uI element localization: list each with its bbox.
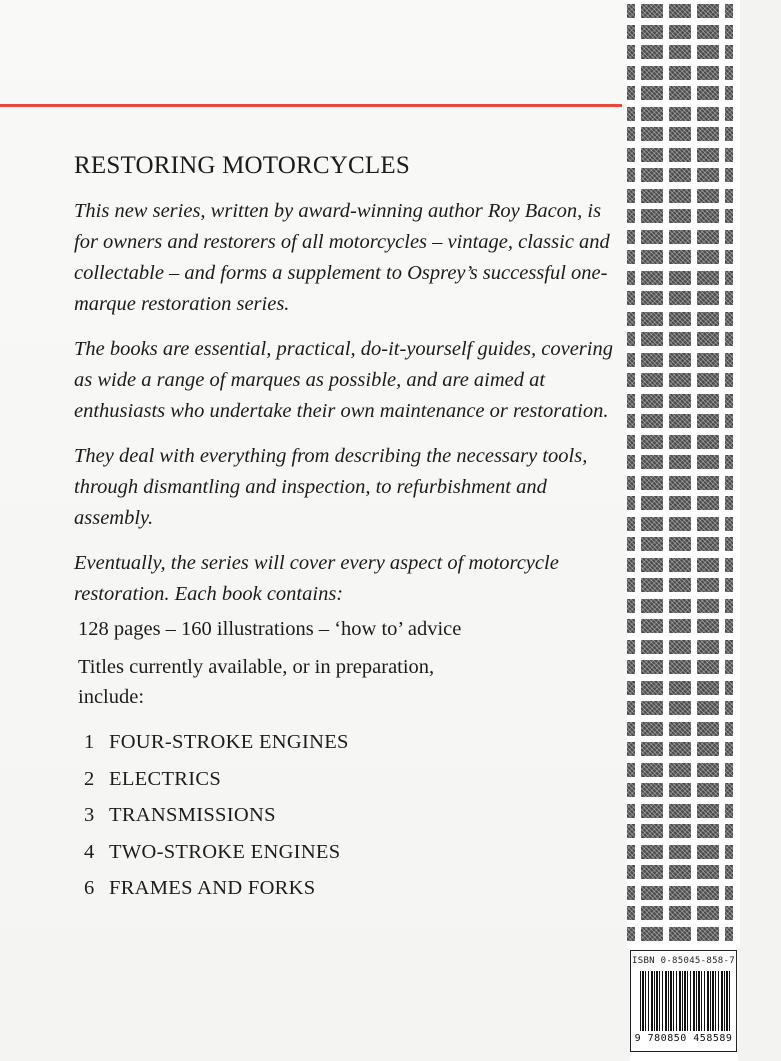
spine-box [697,414,719,428]
spine-box [669,86,691,100]
spine-box [627,619,635,633]
spine-box [725,435,733,449]
spine-box [697,476,719,490]
spine-box [627,332,635,346]
spine-box [669,496,691,510]
spine-box [669,373,691,387]
spine-box [669,517,691,531]
spine-box [725,701,733,715]
spine-box [641,353,663,367]
spine-box [627,127,635,141]
spine-box [641,168,663,182]
spine-box [627,804,635,818]
spine-box [627,4,635,18]
spine-box [641,640,663,654]
spine-box [641,537,663,551]
spine-box [669,209,691,223]
spine-box [641,455,663,469]
spine-box [641,312,663,326]
list-item: 4 TWO-STROKE ENGINES [84,840,341,863]
spine-box [641,804,663,818]
spine-box [697,496,719,510]
spine-box [725,455,733,469]
spine-box [627,209,635,223]
spine-box [641,496,663,510]
spine-box [669,414,691,428]
spine-box [697,619,719,633]
spine-box [641,763,663,777]
spine-box [725,906,733,920]
spine-box [725,148,733,162]
spine-box [627,394,635,408]
spine-box [725,332,733,346]
spine-box [725,783,733,797]
spine-box [697,599,719,613]
spine-box [641,127,663,141]
spine-box [627,824,635,838]
spine-box [669,66,691,80]
barcode-icon [640,971,730,1031]
spine-box [697,640,719,654]
spine-box [725,599,733,613]
spine-box [627,148,635,162]
spine-box [669,455,691,469]
series-title: RESTORING MOTORCYCLES [74,152,410,179]
spine-box [669,332,691,346]
spine-box [697,435,719,449]
spine-box [725,496,733,510]
spine-box [641,865,663,879]
spine-box [697,742,719,756]
spine-box [641,373,663,387]
blurb [74,152,614,907]
spine-box [725,394,733,408]
spine-box [627,271,635,285]
spine-box [669,599,691,613]
spine-box [725,353,733,367]
spine-box [627,373,635,387]
spine-box [641,681,663,695]
spine-box [669,476,691,490]
spine-box [697,906,719,920]
spine-box [641,291,663,305]
spine-box [669,619,691,633]
spine-box [669,394,691,408]
isbn-barcode [630,950,737,1052]
spine-box [669,927,691,941]
spine-box [697,209,719,223]
spine-box [725,517,733,531]
spine-box [725,271,733,285]
spine-box [641,476,663,490]
spine-box [641,619,663,633]
spine-box [641,414,663,428]
spine-box [697,927,719,941]
book-specs: 128 pages – 160 illustrations – ‘how to’ advice [78,618,462,640]
spine-box [697,845,719,859]
spine-box [641,927,663,941]
spine-box [627,496,635,510]
spine-box [697,660,719,674]
spine-box [725,476,733,490]
spine-box [697,394,719,408]
spine-box [725,640,733,654]
spine-box [627,230,635,244]
spine-box [669,886,691,900]
spine-box [627,25,635,39]
spine-box [669,45,691,59]
list-item: 2 ELECTRICS [84,767,222,790]
spine-box [641,4,663,18]
spine-box [627,742,635,756]
spine-grid-pattern [627,0,740,948]
spine-box [725,742,733,756]
spine-box [669,148,691,162]
spine-box [641,824,663,838]
list-item: 3 TRANSMISSIONS [84,804,276,826]
spine-box [669,4,691,18]
spine-box [641,250,663,264]
spine-box [627,435,635,449]
spine-box [669,353,691,367]
spine-box [725,312,733,326]
spine-box [669,435,691,449]
spine-box [641,845,663,859]
spine-box [725,619,733,633]
spine-box [641,271,663,285]
spine-box [669,312,691,326]
spine-box [669,660,691,674]
isbn-number: ISBN 0-85045-858-7 [632,956,735,966]
spine-box [725,824,733,838]
spine-box [725,230,733,244]
spine-box [725,107,733,121]
spine-box [641,599,663,613]
spine-box [697,865,719,879]
spine-box [725,86,733,100]
titles-list [84,724,614,907]
list-item: 1 FOUR-STROKE ENGINES [84,731,349,753]
spine-box [669,291,691,305]
spine-box [725,927,733,941]
titles-intro: Titles currently available, or in preparation, include: [78,656,435,708]
spine-box [627,558,635,572]
spine-box [627,578,635,592]
spine-box [697,148,719,162]
spine-box [669,578,691,592]
spine-box [725,804,733,818]
spine-box [725,127,733,141]
spine-box [669,271,691,285]
spine-box [697,722,719,736]
spine-box [627,906,635,920]
spine-box [725,558,733,572]
spine-box [641,189,663,203]
spine-box [627,455,635,469]
spine-box [641,332,663,346]
spine-box [627,517,635,531]
spine-box [725,763,733,777]
spine-box [627,701,635,715]
spine-box [641,209,663,223]
spine-box [725,578,733,592]
spine-box [627,291,635,305]
spine-box [641,517,663,531]
spine-box [627,414,635,428]
spine-box [627,660,635,674]
spine-box [641,742,663,756]
spine-box [669,845,691,859]
spine-box [697,127,719,141]
spine-box [641,435,663,449]
spine-box [627,886,635,900]
spine-box [627,312,635,326]
spine-box [669,804,691,818]
spine-box [725,660,733,674]
spine-box [627,865,635,879]
red-rule-left [0,104,622,107]
spine-box [697,373,719,387]
spine-box [669,230,691,244]
list-item: 6 FRAMES AND FORKS [84,877,316,899]
spine-box [627,476,635,490]
spine-box [641,148,663,162]
spine-box [627,189,635,203]
spine-box [725,209,733,223]
spine-box [725,250,733,264]
spine-box [697,332,719,346]
spine-box [641,578,663,592]
spine-box [627,168,635,182]
spine-box [697,681,719,695]
spine-box [627,86,635,100]
spine-box [669,681,691,695]
spine-box [641,722,663,736]
spine-box [725,168,733,182]
spine-box [669,189,691,203]
spine-box [627,599,635,613]
spine-box [697,107,719,121]
spine-box [697,353,719,367]
spine-box [697,783,719,797]
spine-box [725,681,733,695]
spine-box [697,189,719,203]
spine-box [669,722,691,736]
spine-box [697,271,719,285]
blurb-paragraph-1: This new series, written by award-winning author Roy Bacon, is for owners and restorers of all motorcycles – vintage, classic and collectable – and forms a supplement to Osprey’s successful one-marque restoration series. [74,200,610,315]
spine-box [627,681,635,695]
spine-box [627,783,635,797]
spine-box [669,250,691,264]
spine-box [669,537,691,551]
spine-box [669,127,691,141]
spine-box [627,107,635,121]
spine-box [697,86,719,100]
spine-box [669,168,691,182]
spine-box [627,45,635,59]
spine-box [697,455,719,469]
spine-box [669,906,691,920]
spine-box [725,4,733,18]
spine-box [697,45,719,59]
spine-box [697,701,719,715]
spine-box [669,865,691,879]
spine-box [697,291,719,305]
spine-box [669,558,691,572]
spine-box [627,927,635,941]
spine-box [627,722,635,736]
spine-box [641,394,663,408]
spine-box [725,66,733,80]
spine-box [641,886,663,900]
spine-box [641,66,663,80]
spine-box [669,783,691,797]
cover-edge [740,0,781,1061]
spine-box [669,107,691,121]
spine-box [669,25,691,39]
spine-box [725,865,733,879]
spine-box [627,763,635,777]
spine-box [627,640,635,654]
spine-box [669,763,691,777]
spine-box [697,250,719,264]
spine-box [697,537,719,551]
spine-box [725,189,733,203]
blurb-paragraph-3: They deal with everything from describing the necessary tools, through dismantling and inspection, to refurbishment and assembly. [74,445,588,529]
blurb-paragraph-4: Eventually, the series will cover every aspect of motorcycle restoration. Each book contains: [74,552,559,605]
spine-box [627,66,635,80]
spine-box [641,558,663,572]
spine-box [697,25,719,39]
spine-box [669,742,691,756]
spine-box [697,312,719,326]
blurb-paragraph-2: The books are essential, practical, do-it-yourself guides, covering as wide a range of marques as possible, and are aimed at enthusiasts who undertake their own maintenance or restoration. [74,338,613,422]
spine-box [697,230,719,244]
spine-box [725,373,733,387]
spine-box [641,230,663,244]
spine-box [669,640,691,654]
spine-box [697,804,719,818]
spine-box [669,824,691,838]
spine-box [627,353,635,367]
spine-box [641,783,663,797]
spine-box [697,4,719,18]
spine-box [641,25,663,39]
spine-box [627,845,635,859]
spine-box [641,45,663,59]
spine-box [641,660,663,674]
spine-box [641,906,663,920]
spine-box [641,701,663,715]
spine-box [725,45,733,59]
spine-box [627,537,635,551]
spine-box [725,537,733,551]
spine-box [669,701,691,715]
spine-box [725,291,733,305]
spine-box [725,414,733,428]
spine-box [697,886,719,900]
spine-box [697,763,719,777]
spine-box [725,845,733,859]
spine-box [641,86,663,100]
spine-box [627,250,635,264]
spine-box [697,517,719,531]
barcode-digits: 9 780850 458589 [634,1033,733,1044]
spine-box [697,578,719,592]
spine-box [697,168,719,182]
spine-box [697,558,719,572]
spine-box [725,886,733,900]
spine-box [641,107,663,121]
spine-box [725,722,733,736]
spine-box [725,25,733,39]
spine-box [697,66,719,80]
spine-box [697,824,719,838]
